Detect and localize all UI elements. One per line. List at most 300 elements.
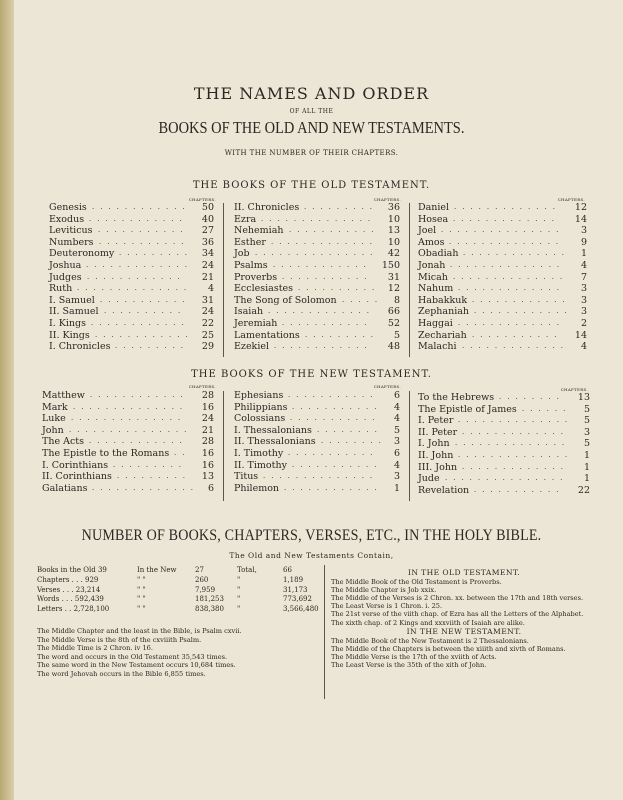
book-row xyxy=(234,460,400,472)
book-row xyxy=(49,260,214,272)
leader-dots: .............. xyxy=(71,414,187,423)
chapter-count: 3 xyxy=(583,426,590,438)
book-name: Matthew xyxy=(42,390,85,401)
book-row xyxy=(49,295,214,307)
book-name: II. Samuel xyxy=(49,306,99,318)
leader-dots: ........... xyxy=(472,330,563,339)
chapter-count: 28 xyxy=(201,436,214,448)
leader-dots: ............. xyxy=(271,237,378,246)
book-name: Ezekiel xyxy=(234,341,270,353)
book-row xyxy=(418,260,587,272)
book-row xyxy=(418,485,590,497)
book-row xyxy=(234,413,400,425)
book-row xyxy=(234,390,400,402)
stats-total-label: " xyxy=(237,605,241,614)
book-row xyxy=(418,202,587,214)
leader-dots: ........ xyxy=(317,425,383,434)
book-row xyxy=(42,483,214,495)
leader-dots: ............. xyxy=(92,483,199,492)
book-name: Ezra xyxy=(234,213,257,225)
book-name: Habakkuk xyxy=(418,294,468,306)
book-row xyxy=(42,402,214,414)
chapter-count: 52 xyxy=(387,317,400,329)
leader-dots: ............. xyxy=(453,214,560,223)
book-row xyxy=(49,341,214,353)
book-name: Nehemiah xyxy=(234,225,284,237)
book-name: Jeremiah xyxy=(234,317,278,329)
chapter-count: 1 xyxy=(583,449,590,461)
leader-dots: ............. xyxy=(463,249,570,258)
stats-total: 31,173 xyxy=(283,585,308,594)
book-row xyxy=(42,425,214,437)
old-fact: The 21st verse of the viith chap. of Ezra has all the Letters of the Alphabet. xyxy=(331,610,584,619)
book-name: I. Kings xyxy=(49,317,87,329)
chapter-count: 8 xyxy=(393,294,400,306)
book-row xyxy=(418,272,587,284)
leader-dots: ............... xyxy=(69,425,193,434)
book-name: Micah xyxy=(418,271,448,283)
new-fact: The Middle Verse is the 17th of the xviith of Acts. xyxy=(331,653,497,662)
chapter-count: 22 xyxy=(201,317,214,329)
stats-new: 7,959 xyxy=(195,585,216,594)
chapter-count: 24 xyxy=(201,306,214,318)
book-name: Job xyxy=(234,248,250,260)
book-row xyxy=(49,318,214,330)
book-name: John xyxy=(42,424,64,436)
stats-mid: " " xyxy=(137,575,146,584)
chapter-count: 6 xyxy=(393,390,400,401)
stats-total: 773,692 xyxy=(283,595,312,604)
book-name: Isaiah xyxy=(234,306,264,318)
book-row xyxy=(418,415,590,427)
leader-dots: ............ xyxy=(95,330,194,339)
column-divider xyxy=(409,203,410,357)
book-name: The Song of Solomon xyxy=(234,294,337,306)
stats-label: Books in the Old 39 xyxy=(37,566,107,574)
leader-dots: ............. xyxy=(462,427,569,436)
book-name: Joel xyxy=(418,225,437,237)
stats-total: 3,566,480 xyxy=(283,605,319,614)
old-testament-column-3 xyxy=(418,202,587,353)
book-row xyxy=(49,283,214,295)
book-name: The Epistle to the Romans xyxy=(42,447,170,459)
book-row xyxy=(418,330,587,342)
stats-row xyxy=(37,566,333,576)
old-fact: The Least Verse is 1 Chron. i. 25. xyxy=(331,602,443,611)
book-name: II. Corinthians xyxy=(42,471,112,483)
chapter-count: 40 xyxy=(201,213,214,225)
chapter-count: 14 xyxy=(574,213,587,225)
book-row xyxy=(418,237,587,249)
chapter-count: 4 xyxy=(580,259,587,271)
book-row xyxy=(234,214,400,226)
chapter-count: 5 xyxy=(583,415,590,427)
book-row xyxy=(234,402,400,414)
book-row xyxy=(42,471,214,483)
leader-dots: ........... xyxy=(292,402,383,411)
leader-dots: ........... xyxy=(474,485,565,494)
stats-notes xyxy=(37,627,337,679)
chapter-count: 7 xyxy=(580,271,587,283)
book-row xyxy=(234,202,400,214)
book-row xyxy=(234,330,400,342)
book-name: Galatians xyxy=(42,482,88,494)
chapter-count: 1 xyxy=(583,461,590,473)
book-row xyxy=(42,390,214,402)
chapter-count: 4 xyxy=(393,459,400,471)
leader-dots: ......... xyxy=(117,472,192,481)
stats-row xyxy=(37,605,333,615)
book-row xyxy=(234,272,400,284)
stats-total-label: " xyxy=(237,575,241,584)
chapter-count: 24 xyxy=(201,413,214,425)
chapter-count: 4 xyxy=(207,283,214,295)
chapter-count: 10 xyxy=(387,213,400,225)
book-name: I. Timothy xyxy=(234,447,284,459)
leader-dots: ......... xyxy=(113,460,188,469)
leader-dots: ........... xyxy=(99,237,190,246)
book-row xyxy=(234,260,400,272)
chapter-count: 1 xyxy=(580,248,587,260)
old-facts-list xyxy=(331,579,597,628)
book-name: Titus xyxy=(234,471,259,483)
stats-new: 27 xyxy=(195,566,204,574)
leader-dots: .............. xyxy=(455,439,571,448)
book-name: Mark xyxy=(42,401,68,413)
chapter-count: 24 xyxy=(201,259,214,271)
stats-mid: In the New xyxy=(137,566,177,574)
book-row xyxy=(418,392,590,404)
old-facts-heading: IN THE OLD TESTAMENT. xyxy=(407,568,521,577)
leader-dots: .............. xyxy=(263,472,379,481)
chapter-count: 42 xyxy=(387,248,400,260)
chapter-count: 10 xyxy=(387,236,400,248)
book-row xyxy=(234,341,400,353)
chapter-count: 31 xyxy=(387,271,400,283)
chapter-count: 21 xyxy=(201,424,214,436)
stats-label: Letters . . 2,728,100 xyxy=(37,605,110,614)
leader-dots: .............. xyxy=(458,450,574,459)
stats-note: The Middle Time is 2 Chron. iv 16. xyxy=(37,644,153,653)
book-row xyxy=(418,283,587,295)
book-name: Haggai xyxy=(418,317,453,329)
stats-row xyxy=(37,595,333,605)
book-name: I. Chronicles xyxy=(49,341,111,353)
book-name: II. Chronicles xyxy=(234,202,300,213)
book-name: Malachi xyxy=(418,341,457,353)
book-name: Daniel xyxy=(418,202,450,213)
leader-dots: ............ xyxy=(89,437,188,446)
stats-mid: " " xyxy=(137,605,146,614)
testament-facts xyxy=(331,568,597,670)
chapter-count: 4 xyxy=(580,341,587,353)
stats-total: 1,189 xyxy=(283,575,304,584)
stats-note: The word and occurs in the Old Testament 35,543 times. xyxy=(37,652,228,661)
book-row xyxy=(234,237,400,249)
chapter-count: 3 xyxy=(393,436,400,448)
chapter-count: 28 xyxy=(201,390,214,401)
leader-dots: ........... xyxy=(98,226,189,235)
chapter-count: 13 xyxy=(577,392,590,403)
leader-dots: .............. xyxy=(453,272,569,281)
new-testament-heading: THE BOOKS OF THE NEW TESTAMENT. xyxy=(191,369,432,380)
book-row xyxy=(418,225,587,237)
book-name: Revelation xyxy=(418,484,470,496)
stats-title: NUMBER OF BOOKS, CHAPTERS, VERSES, ETC., IN THE HOLY BIBLE. xyxy=(81,527,542,544)
stats-note: The Middle Chapter and the least in the Bible, is Psalm cxvii. xyxy=(37,627,242,635)
chapter-count: 5 xyxy=(393,424,400,436)
leader-dots: ............. xyxy=(458,318,565,327)
leader-dots: ........... xyxy=(282,318,373,327)
book-row xyxy=(418,341,587,353)
chapter-count: 3 xyxy=(393,471,400,483)
book-name: II. Timothy xyxy=(234,459,287,471)
book-row xyxy=(418,295,587,307)
chapter-count: 50 xyxy=(201,202,214,213)
chapter-count: 6 xyxy=(207,482,214,494)
leader-dots: ............. xyxy=(462,342,569,351)
chapter-count: 36 xyxy=(387,202,400,213)
book-name: Genesis xyxy=(49,202,87,213)
stats-total-label: Total, xyxy=(237,566,257,574)
chapter-count: 16 xyxy=(201,401,214,413)
book-name: The Epistle of James xyxy=(418,403,517,415)
book-name: Philippians xyxy=(234,401,288,413)
chapter-count: 16 xyxy=(201,459,214,471)
chapter-count: 12 xyxy=(387,283,400,295)
subtitle-of-all-the: OF ALL THE xyxy=(289,108,334,115)
book-name: II. Peter xyxy=(418,426,458,438)
chapter-count: 29 xyxy=(201,341,214,353)
column-divider xyxy=(223,391,224,501)
book-row xyxy=(418,427,590,439)
new-testament-column-3 xyxy=(418,392,590,496)
leader-dots: ......... xyxy=(115,342,190,351)
book-row xyxy=(42,448,214,460)
chapters-label: CHAPTERS. xyxy=(560,387,588,392)
leader-dots: .......... xyxy=(104,307,187,316)
book-name: I. Thessalonians xyxy=(234,424,312,436)
stats-table xyxy=(37,566,333,615)
stats-note: The same word in the New Testament occurs 10,684 times. xyxy=(37,661,236,670)
book-row xyxy=(418,248,587,260)
old-fact: The Middle Chapter is Job xxix. xyxy=(331,585,437,594)
book-name: Psalms xyxy=(234,259,268,271)
leader-dots: .. xyxy=(174,448,191,457)
book-row xyxy=(234,248,400,260)
leader-dots: .............. xyxy=(73,402,189,411)
book-name: Numbers xyxy=(49,236,94,248)
leader-dots: ............ xyxy=(89,214,188,223)
chapter-count: 2 xyxy=(580,317,587,329)
chapter-count: 13 xyxy=(387,225,400,237)
book-row xyxy=(418,214,587,226)
chapter-count: 1 xyxy=(583,473,590,485)
leader-dots: ........ xyxy=(321,437,387,446)
book-name: Deuteronomy xyxy=(49,248,115,260)
chapter-count: 9 xyxy=(580,236,587,248)
new-fact: The Middle Book of the New Testament is 2 Thessalonians. xyxy=(331,636,529,645)
chapter-count: 5 xyxy=(583,403,590,415)
leader-dots: ........ xyxy=(499,393,565,401)
chapter-count: 12 xyxy=(574,202,587,213)
book-row xyxy=(234,425,400,437)
chapter-count: 3 xyxy=(580,294,587,306)
book-row xyxy=(42,460,214,472)
chapter-count: 16 xyxy=(201,447,214,459)
book-name: Joshua xyxy=(49,259,82,271)
book-name: Exodus xyxy=(49,213,85,225)
book-name: Hosea xyxy=(418,213,449,225)
book-row xyxy=(418,450,590,462)
stats-row xyxy=(37,576,333,586)
book-row xyxy=(234,318,400,330)
chapter-count: 36 xyxy=(201,236,214,248)
book-row xyxy=(418,438,590,450)
leader-dots: ............. xyxy=(268,307,375,316)
book-name: I. Peter xyxy=(418,415,454,427)
stats-label: Chapters . . . 929 xyxy=(37,575,99,584)
new-facts-list xyxy=(331,638,597,670)
leader-dots: ............ xyxy=(474,307,573,316)
book-row xyxy=(234,225,400,237)
book-name: Jude xyxy=(418,473,440,485)
leader-dots: .............. xyxy=(261,214,377,223)
new-fact: The Least Verse is the 35th of the xith of John. xyxy=(331,661,487,670)
chapters-label: CHAPTERS. xyxy=(557,197,585,202)
book-row xyxy=(49,330,214,342)
book-row xyxy=(234,483,400,495)
book-row xyxy=(234,436,400,448)
book-name: I. John xyxy=(418,438,450,450)
chapter-count: 4 xyxy=(393,401,400,413)
book-row xyxy=(418,404,590,416)
leader-dots: ............. xyxy=(462,462,569,471)
leader-dots: ........... xyxy=(288,391,379,399)
leader-dots: .............. xyxy=(449,237,565,246)
chapters-label: CHAPTERS. xyxy=(373,384,401,389)
leader-dots: ......... xyxy=(119,249,194,258)
leader-dots: ............... xyxy=(445,474,569,483)
leader-dots: ........... xyxy=(282,272,373,281)
page-title: THE NAMES AND ORDER xyxy=(193,84,430,103)
stats-note: The word Jehovah occurs in the Bible 6,855 times. xyxy=(37,669,206,678)
book-row xyxy=(234,448,400,460)
stats-note: The Middle Verse is the 8th of the cxviiith Psalm. xyxy=(37,635,202,644)
chapters-label: CHAPTERS. xyxy=(373,197,401,202)
stats-total-label: " xyxy=(237,595,241,604)
leader-dots: ............ xyxy=(91,318,190,327)
book-name: II. Kings xyxy=(49,329,90,341)
chapter-count: 25 xyxy=(201,329,214,341)
book-row xyxy=(418,473,590,485)
chapter-count: 34 xyxy=(201,248,214,260)
leader-dots: ............ xyxy=(90,391,189,399)
books-title: BOOKS OF THE OLD AND NEW TESTAMENTS. xyxy=(158,118,465,137)
chapter-count: 1 xyxy=(393,482,400,494)
stats-row xyxy=(37,586,333,596)
book-row xyxy=(49,248,214,260)
old-fact: The xixth chap. of 2 Kings and xxxviith of Isaiah are alike. xyxy=(331,618,525,627)
book-name: Leviticus xyxy=(49,225,93,237)
leader-dots: ......... xyxy=(305,330,380,339)
leader-dots: ............. xyxy=(86,260,193,269)
new-testament-column-2 xyxy=(234,390,400,494)
leader-dots: ..... xyxy=(342,295,384,304)
chapter-count: 150 xyxy=(381,259,400,271)
leader-dots: ............ xyxy=(87,272,186,281)
chapters-label: CHAPTERS. xyxy=(188,384,216,389)
book-name: Esther xyxy=(234,236,266,248)
chapter-count: 3 xyxy=(580,306,587,318)
book-name: Nahum xyxy=(418,283,454,295)
book-name: I. Corinthians xyxy=(42,459,109,471)
chapter-count: 48 xyxy=(387,341,400,353)
stats-total: 66 xyxy=(283,566,292,574)
book-row xyxy=(234,471,400,483)
book-row xyxy=(42,413,214,425)
leader-dots: ............ xyxy=(284,483,383,492)
leader-dots: ............ xyxy=(274,342,373,351)
old-fact: The Middle Book of the Old Testament is Proverbs. xyxy=(331,577,502,586)
column-divider xyxy=(409,391,410,501)
stats-subtitle: The Old and New Testaments Contain, xyxy=(229,551,394,560)
stats-mid: " " xyxy=(137,595,146,604)
book-name: II. Thessalonians xyxy=(234,436,316,448)
stats-new: 260 xyxy=(195,575,209,584)
leader-dots: ........... xyxy=(289,226,380,235)
chapter-count: 5 xyxy=(393,329,400,341)
book-name: Luke xyxy=(42,413,66,425)
new-fact: The Middle of the Chapters is between the xiiith and xivth of Romans. xyxy=(331,644,566,653)
stats-divider xyxy=(324,565,325,699)
book-name: Amos xyxy=(418,236,445,248)
leader-dots: ............ xyxy=(273,260,372,269)
column-divider xyxy=(223,203,224,357)
book-name: Colossians xyxy=(234,413,286,425)
chapter-count: 21 xyxy=(201,271,214,283)
chapter-count: 66 xyxy=(387,306,400,318)
leader-dots: .............. xyxy=(450,260,566,269)
stats-label: Verses . . . 23,214 xyxy=(37,585,101,594)
book-name: Jonah xyxy=(418,259,446,271)
leader-dots: ......... xyxy=(304,203,379,211)
book-row xyxy=(49,214,214,226)
book-name: I. Samuel xyxy=(49,294,95,306)
leader-dots: .............. xyxy=(458,416,574,425)
chapters-label: CHAPTERS. xyxy=(188,197,216,202)
book-row xyxy=(49,306,214,318)
book-name: Lamentations xyxy=(234,329,300,341)
book-row xyxy=(49,237,214,249)
book-name: The Acts xyxy=(42,436,84,448)
stats-new: 181,253 xyxy=(195,595,224,604)
book-name: Proverbs xyxy=(234,271,278,283)
book-row xyxy=(418,462,590,474)
leader-dots: ............ xyxy=(472,295,571,304)
chapter-count: 5 xyxy=(583,438,590,450)
book-name: Ephesians xyxy=(234,390,284,401)
book-spine xyxy=(0,0,14,800)
old-testament-heading: THE BOOKS OF THE OLD TESTAMENT. xyxy=(192,180,431,191)
chapter-count: 3 xyxy=(580,225,587,237)
chapter-count: 31 xyxy=(201,294,214,306)
leader-dots: ........... xyxy=(288,448,379,457)
book-name: III. John xyxy=(418,461,458,473)
book-row xyxy=(234,295,400,307)
book-name: II. John xyxy=(418,449,454,461)
old-fact: The Middle of the Verses is 2 Chron. xx. between the 17th and 18th verses. xyxy=(331,593,584,602)
